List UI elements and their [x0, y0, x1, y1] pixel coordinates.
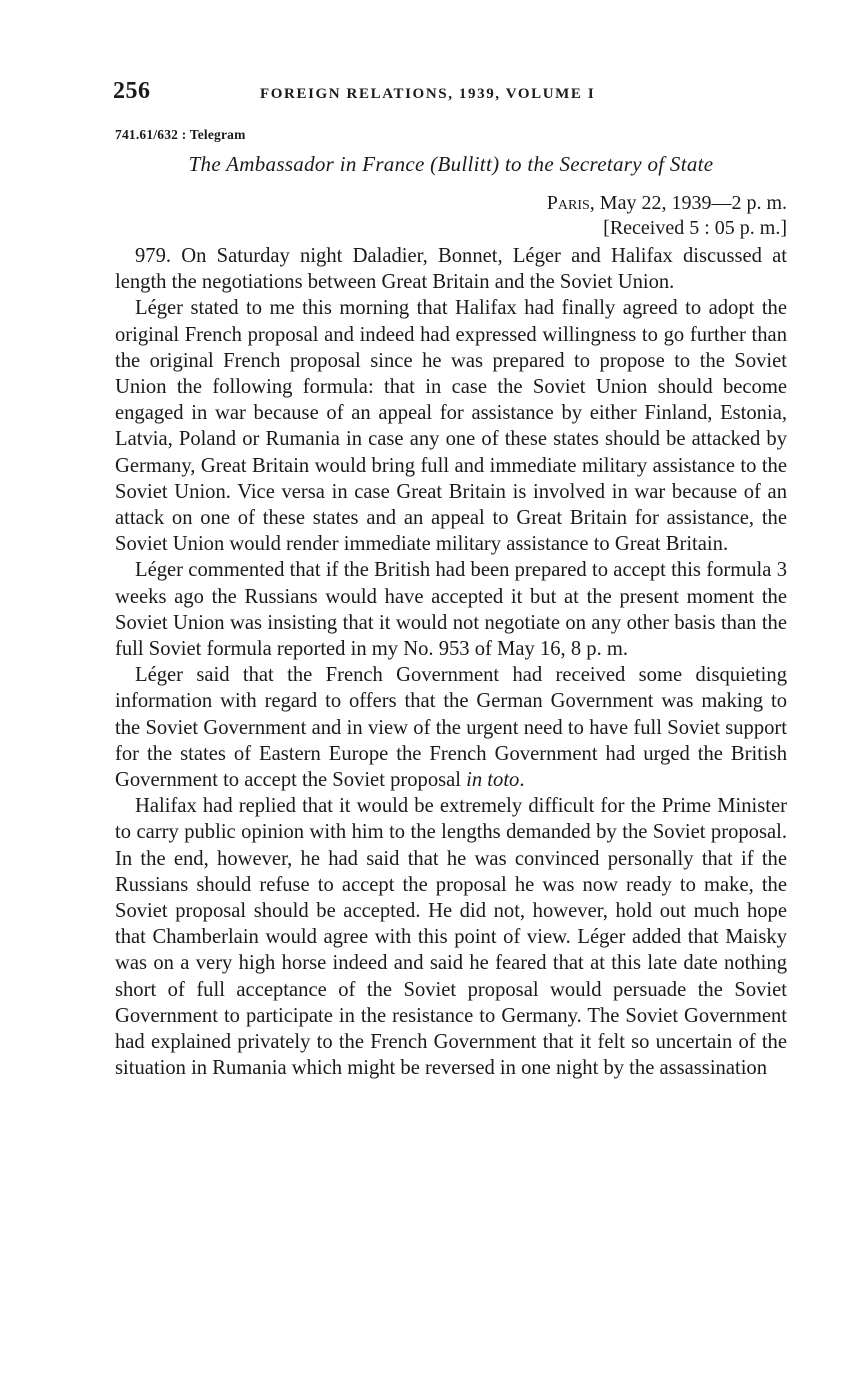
document-page: [115, 78, 787, 1082]
dateline-received: [Received 5 : 05 p. m.]: [603, 217, 787, 239]
telegram-body: [115, 243, 787, 1082]
paragraph-4-text: Léger said that the French Government had received some disquieting information with regard to offers that the German Government was making to the Soviet Government and in view of the urgent need to have full Soviet support for the states of Eastern Europe the French Government had urged the British Government to accept the Soviet proposal: [115, 664, 787, 792]
dateline-date-time: , May 22, 1939—2 p. m.: [589, 192, 787, 214]
paragraph-4-end: .: [519, 769, 525, 792]
paragraph-5: Halifax had replied that it would be extremely difficult for the Prime Minister to carry public opinion with him to the lengths demanded by the Soviet proposal. In the end, however, he had said that he was convinced personally that if the Russians should refuse to accept the proposal he was now ready to make, the Soviet proposal should be accepted. He did not, however, hold out much hope that Chamberlain would agree with this point of view. Léger added that Maisky was on a very high horse indeed and said he feared that at this late date nothing short of full acceptance of the Soviet proposal would persuade the Soviet Government to participate in the resistance to Germany. The Soviet Government had explained privately to the French Government that it felt so uncertain of the situation in Rumania which might be reversed in one night by the assassination: [115, 795, 787, 1080]
paragraph-4-emphasis: in toto: [466, 769, 520, 792]
paragraph-1: 979. On Saturday night Daladier, Bonnet, Léger and Halifax discussed at length the negotiations between Great Britain and the Soviet Union.: [115, 245, 787, 294]
dateline-place-date: [115, 191, 787, 216]
paragraph-4: [115, 662, 787, 793]
document-heading: The Ambassador in France (Bullitt) to the Secretary of State: [188, 152, 714, 176]
file-reference: 741.61/632 : Telegram: [115, 127, 246, 142]
dateline-place: Paris: [546, 192, 590, 214]
running-title: FOREIGN RELATIONS, 1939, VOLUME I: [260, 86, 596, 102]
paragraph-2: Léger stated to me this morning that Halifax had finally agreed to adopt the original French proposal and indeed had expressed willingness to go further than the original French proposal since he was prepared to propose to the Soviet Union the following formula: that in case the Soviet Union should become engaged in war because of an appeal for assistance by either Finland, Estonia, Latvia, Poland or Rumania in case any one of these states should be attacked by Germany, Great Britain would bring full and immediate military assistance to the Soviet Union. Vice versa in case Great Britain is involved in war because of an attack on one of these states and an appeal to Great Britain for assistance, the Soviet Union would render immediate military assistance to Great Britain.: [115, 297, 787, 556]
running-head: [115, 78, 787, 112]
page-number: 256: [113, 78, 151, 104]
paragraph-3: Léger commented that if the British had been prepared to accept this formula 3 weeks ago the Russians would have accepted it but at the present moment the Soviet Union was insisting that it would not negotiate on any other basis than the full Soviet formula reported in my No. 953 of May 16, 8 p. m.: [115, 559, 787, 661]
dateline: [115, 191, 787, 241]
